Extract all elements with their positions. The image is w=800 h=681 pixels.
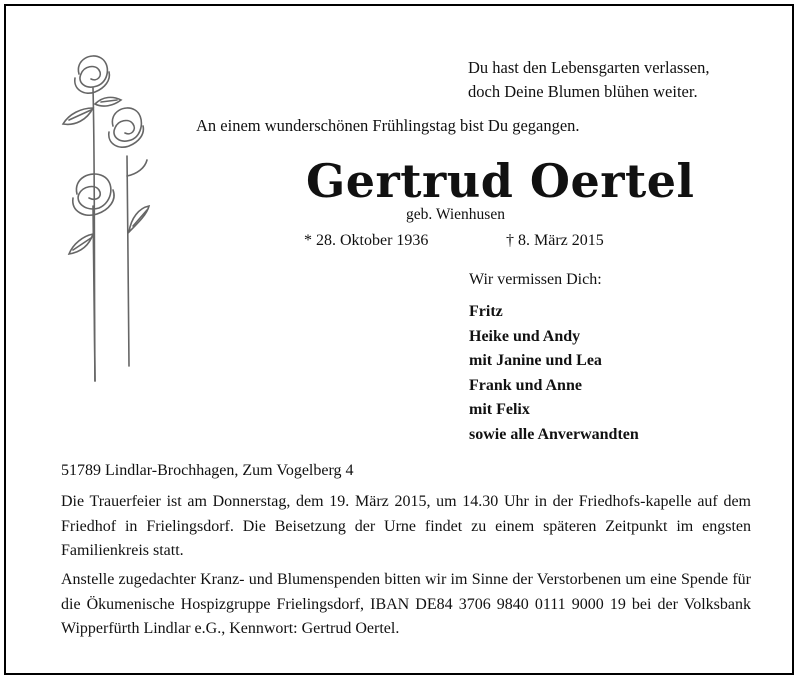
quote-line-1: Du hast den Lebensgarten verlassen, (468, 58, 710, 77)
mourner-item: Fritz (469, 303, 503, 320)
mourner-item: Frank und Anne (469, 376, 582, 394)
mourner-item: sowie alle Anverwandten (469, 425, 639, 443)
mourner-item: mit Janine und Lea (469, 352, 602, 369)
obituary-frame (4, 4, 794, 675)
quote-line-2: doch Deine Blumen blühen weiter. (468, 82, 698, 101)
deceased-name: Gertrud Oertel (306, 154, 695, 208)
family-address: 51789 Lindlar-Brochhagen, Zum Vogelberg 4 (61, 462, 354, 479)
maiden-name: geb. Wienhusen (406, 206, 505, 223)
memorial-quote (468, 56, 709, 104)
intro-sentence: An einem wunderschönen Frühlingstag bist Du gegangen. (196, 116, 580, 135)
roses-illustration-icon (51, 46, 171, 391)
mourner-item: mit Felix (469, 401, 530, 418)
mourners-list (469, 300, 639, 447)
death-date: † 8. März 2015 (506, 232, 604, 249)
birth-date: * 28. Oktober 1936 (304, 232, 429, 249)
donation-paragraph: Anstelle zugedachter Kranz- und Blumenspenden bitten wir im Sinne der Verstorbenen um eine Spende für die Ökumenische Hospizgruppe Frielingsdorf, IBAN DE84 3706 9840 0111 9000 19 bei der Volksbank Wipperfürth Lindlar e.G., Kennwort: Gertrud Oertel. (61, 571, 751, 637)
mourners-heading: Wir vermissen Dich: (469, 271, 602, 288)
funeral-details-paragraph: Die Trauerfeier ist am Donnerstag, dem 19. März 2015, um 14.30 Uhr in der Friedhofs-kapelle auf dem Friedhof in Frielingsdorf. Die Beisetzung der Urne findet zu einem späteren Zeitpunkt im engsten Familienkreis statt. (61, 493, 751, 559)
mourner-item: Heike und Andy (469, 327, 581, 345)
